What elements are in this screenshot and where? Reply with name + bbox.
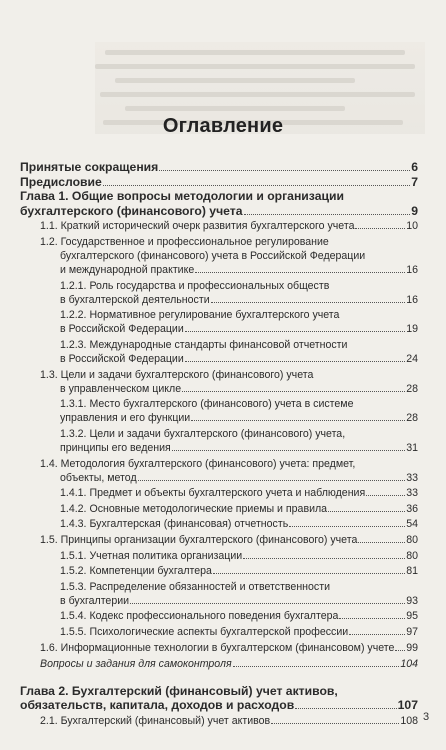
toc-entry-title: в бухгалтерской деятельности bbox=[60, 293, 210, 306]
toc-entry[interactable] bbox=[60, 472, 418, 484]
toc-entry-line: 1.3. Цели и задачи бухгалтерского (финансового) учета bbox=[40, 368, 314, 381]
dot-leader bbox=[349, 634, 405, 635]
toc-page-number: 80 bbox=[406, 549, 418, 562]
toc-page-number: 24 bbox=[406, 352, 418, 365]
toc-entry-title: и международной практике bbox=[60, 264, 195, 276]
toc-entry-title: 1.4.2. Основные методологические приемы и правила bbox=[60, 502, 328, 515]
toc-entry[interactable] bbox=[40, 642, 418, 654]
toc-entry[interactable] bbox=[60, 353, 418, 365]
dot-leader bbox=[243, 558, 405, 559]
toc-entry[interactable] bbox=[20, 160, 418, 174]
toc-entry[interactable] bbox=[60, 595, 418, 607]
toc-entry-line: 1.2.3. Международные стандарты финансовой отчетности bbox=[60, 338, 348, 351]
toc-entry-title: 1.5.1. Учетная политика организации bbox=[60, 549, 243, 562]
toc-entry-line: бухгалтерского (финансового) учета в Российской Федерации bbox=[60, 250, 366, 262]
dot-leader bbox=[172, 450, 405, 451]
dot-leader bbox=[213, 573, 405, 574]
toc-page-number: 107 bbox=[397, 698, 418, 712]
toc-entry-line: 1.5.3. Распределение обязанностей и ответственности bbox=[60, 580, 330, 593]
toc-entry[interactable] bbox=[40, 658, 418, 670]
dot-leader bbox=[191, 420, 405, 421]
dot-leader bbox=[195, 272, 405, 273]
toc-page-number: 19 bbox=[406, 323, 418, 335]
toc-entry-title: 1.4.3. Бухгалтерская (финансовая) отчетность bbox=[60, 518, 289, 530]
toc-entry[interactable] bbox=[60, 323, 418, 335]
toc-entry[interactable] bbox=[60, 487, 418, 499]
dot-leader bbox=[138, 480, 406, 481]
toc-entry[interactable] bbox=[60, 412, 418, 424]
toc-entry-title: 2.1. Бухгалтерский (финансовый) учет активов bbox=[40, 714, 271, 727]
toc-entry-line: 1.2. Государственное и профессиональное регулирование bbox=[40, 236, 329, 248]
dot-leader bbox=[395, 650, 405, 651]
dot-leader bbox=[182, 391, 405, 392]
toc-entry-title: управления и его функции bbox=[60, 412, 191, 424]
toc-entry-line: 1.4. Методология бухгалтерского (финансового) учета: предмет, bbox=[40, 457, 356, 470]
toc-entry-title: Принятые сокращения bbox=[20, 160, 159, 174]
toc-page-number: 9 bbox=[411, 203, 418, 218]
toc-entry[interactable] bbox=[60, 610, 418, 622]
toc-entry-title: Предисловие bbox=[20, 174, 102, 189]
dot-leader bbox=[366, 495, 405, 496]
toc-entry[interactable] bbox=[60, 383, 418, 395]
toc-entry-title: 1.5.5. Психологические аспекты бухгалтерской профессии bbox=[60, 625, 349, 638]
toc-entry[interactable] bbox=[60, 442, 418, 454]
toc-entry-line: 1.2.2. Нормативное регулирование бухгалтерского учета bbox=[60, 309, 340, 321]
toc-page-number: 108 bbox=[400, 714, 418, 727]
toc-entry-line: 1.2.1. Роль государства и профессиональных обществ bbox=[60, 279, 330, 292]
toc-entry-title: 1.6. Информационные технологии в бухгалтерском (финансовом) учете bbox=[40, 641, 395, 654]
toc-entry[interactable] bbox=[40, 715, 418, 727]
toc-entry-line: 1.3.2. Цели и задачи бухгалтерского (финансового) учета, bbox=[60, 427, 346, 440]
toc-page-number: 33 bbox=[406, 487, 418, 499]
toc-page-number: 7 bbox=[411, 174, 418, 189]
dot-leader bbox=[271, 723, 399, 724]
toc-entry-line: 1.3.1. Место бухгалтерского (финансового) учета в системе bbox=[60, 398, 354, 410]
toc-page-number: 6 bbox=[411, 160, 418, 174]
toc-entry[interactable] bbox=[60, 565, 418, 577]
toc-entry-title: обязательств, капитала, доходов и расходов bbox=[20, 698, 295, 712]
toc-page-number: 28 bbox=[406, 412, 418, 424]
toc-entry[interactable] bbox=[60, 294, 418, 306]
toc-page-number: 10 bbox=[406, 220, 418, 232]
toc-page-number: 36 bbox=[406, 502, 418, 515]
dot-leader bbox=[185, 361, 405, 362]
toc-entry-line: Глава 2. Бухгалтерский (финансовый) учет активов, bbox=[20, 683, 338, 698]
dot-leader bbox=[358, 542, 405, 543]
toc-entry-title: 1.4.1. Предмет и объекты бухгалтерского учета и наблюдения bbox=[60, 487, 366, 499]
toc-entry[interactable] bbox=[60, 518, 418, 530]
dot-leader bbox=[339, 618, 405, 619]
toc-entry[interactable] bbox=[40, 220, 418, 232]
toc-entry[interactable] bbox=[20, 175, 418, 189]
toc-entry[interactable] bbox=[60, 550, 418, 562]
toc-entry-title: бухгалтерского (финансового) учета bbox=[20, 203, 243, 218]
toc-entry[interactable] bbox=[20, 204, 418, 218]
toc-page-number: 16 bbox=[406, 293, 418, 306]
page-number: 3 bbox=[423, 711, 430, 723]
dot-leader bbox=[295, 708, 396, 709]
toc-entry-title: в бухгалтерии bbox=[60, 594, 130, 607]
toc-entry-title: 1.5.4. Кодекс профессионального поведения бухгалтера bbox=[60, 610, 339, 622]
toc-entry-title: объекты, метод bbox=[60, 471, 137, 484]
toc-page-number: 54 bbox=[406, 518, 418, 530]
dot-leader bbox=[159, 170, 410, 171]
toc-entry-title: 1.1. Краткий исторический очерк развития бухгалтерского учета bbox=[40, 220, 355, 232]
page-title: Оглавление bbox=[162, 115, 284, 137]
toc-page-number: 95 bbox=[406, 610, 418, 622]
toc-entry-title: Вопросы и задания для самоконтроля bbox=[40, 657, 232, 670]
toc-entry[interactable] bbox=[20, 698, 418, 712]
dot-leader bbox=[289, 526, 405, 527]
dot-leader bbox=[130, 603, 405, 604]
toc-page-number: 33 bbox=[406, 471, 418, 484]
toc-page-number: 81 bbox=[406, 565, 418, 577]
toc-entry-line: Глава 1. Общие вопросы методологии и организации bbox=[20, 189, 344, 203]
toc-page-number: 93 bbox=[406, 594, 418, 607]
toc-entry-title: в управленческом цикле bbox=[60, 382, 182, 395]
toc-page-number: 28 bbox=[406, 382, 418, 395]
toc-entry-title: в Российской Федерации bbox=[60, 323, 184, 335]
toc-page-number: 31 bbox=[406, 441, 418, 454]
toc-page-number: 99 bbox=[406, 641, 418, 654]
toc-entry[interactable] bbox=[60, 503, 418, 515]
dot-leader bbox=[185, 331, 405, 332]
toc-entry-title: в Российской Федерации bbox=[60, 352, 184, 365]
toc-page-number: 97 bbox=[406, 625, 418, 638]
dot-leader bbox=[355, 228, 405, 229]
dot-leader bbox=[233, 666, 400, 667]
toc-entry-title: 1.5. Принципы организации бухгалтерского (финансового) учета bbox=[40, 534, 358, 546]
toc-entry[interactable] bbox=[60, 626, 418, 638]
toc-page-number: 16 bbox=[406, 264, 418, 276]
toc-page-number: 104 bbox=[400, 657, 418, 670]
toc-entry-title: принципы его ведения bbox=[60, 441, 171, 454]
toc-entry[interactable] bbox=[40, 534, 418, 546]
dot-leader bbox=[244, 214, 411, 215]
dot-leader bbox=[103, 185, 410, 186]
toc-entry-title: 1.5.2. Компетенции бухгалтера bbox=[60, 565, 212, 577]
toc-page-number: 80 bbox=[406, 534, 418, 546]
toc-entry[interactable] bbox=[60, 264, 418, 276]
dot-leader bbox=[328, 511, 405, 512]
dot-leader bbox=[211, 302, 406, 303]
